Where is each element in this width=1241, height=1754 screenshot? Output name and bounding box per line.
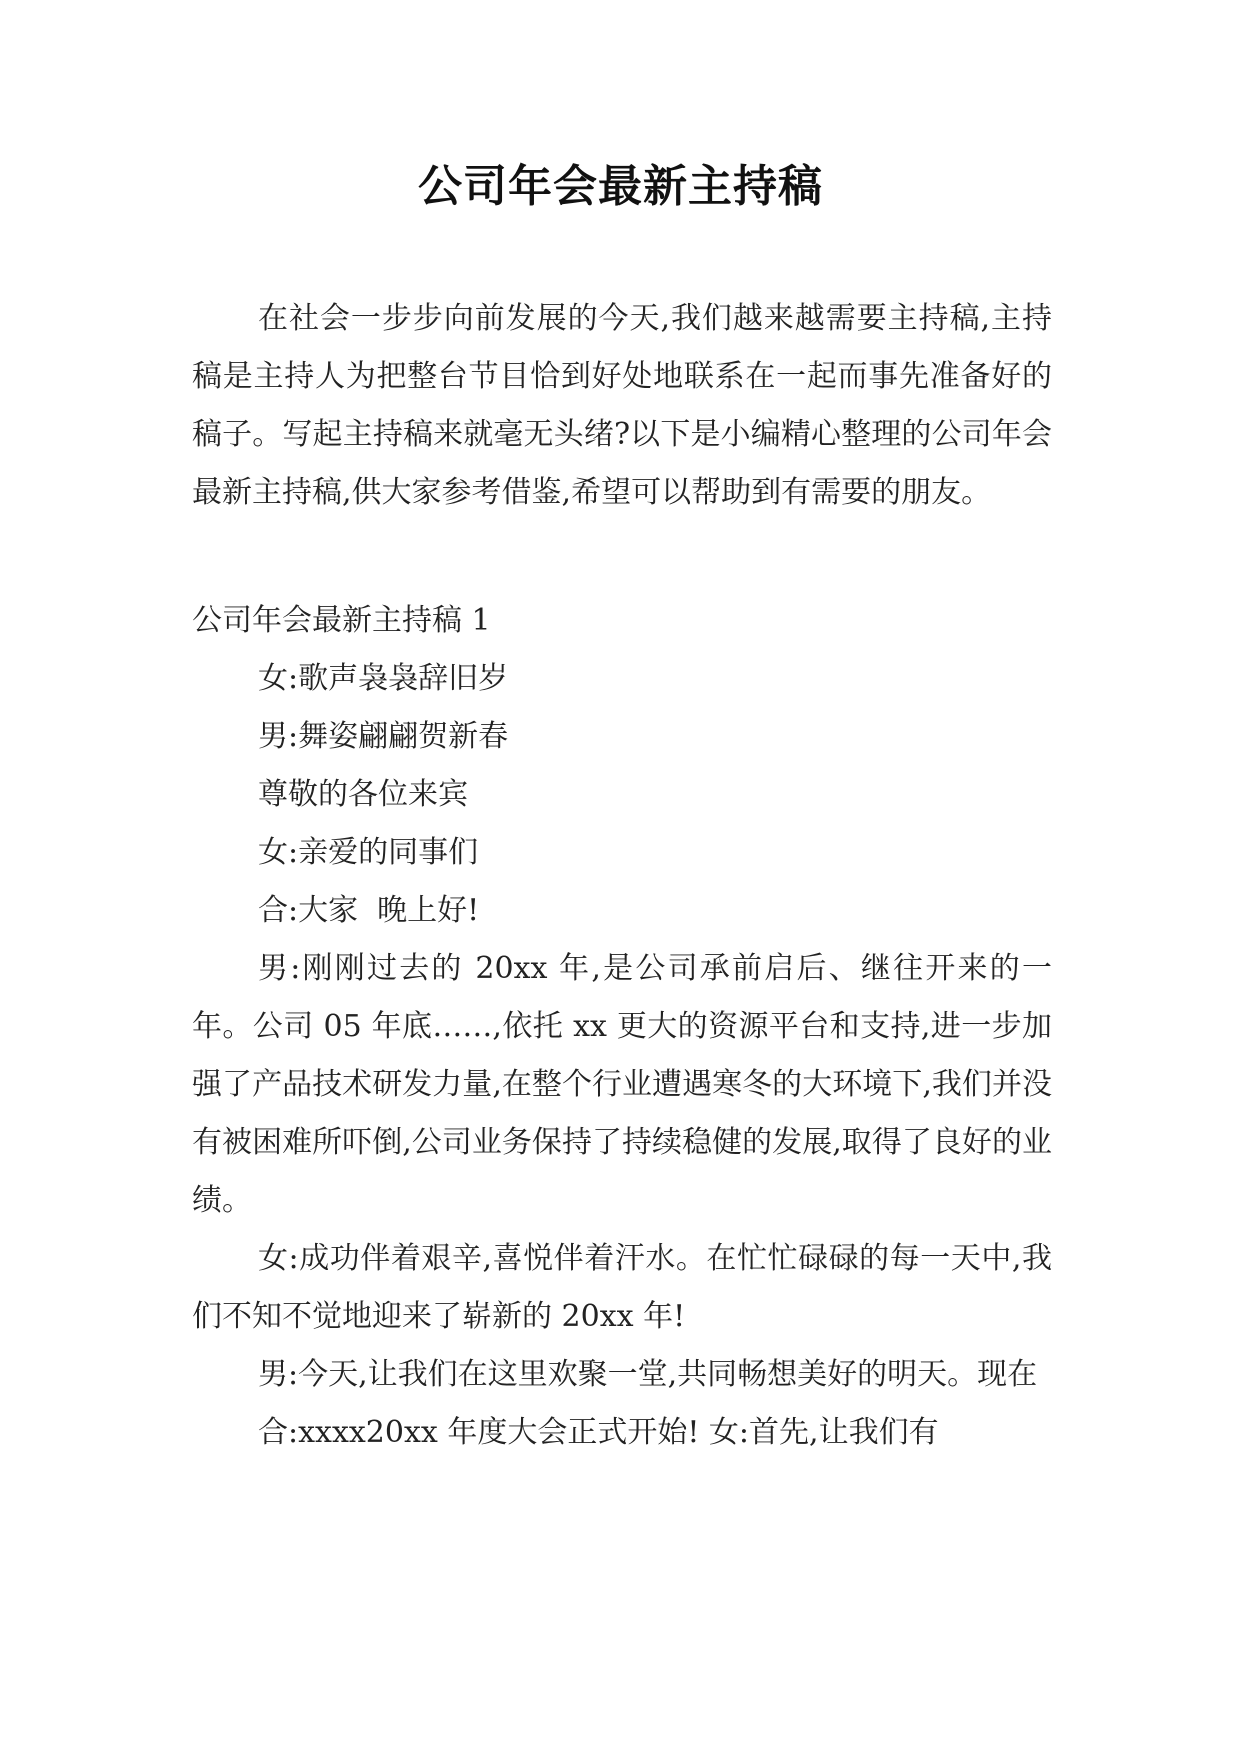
script-line: 合:xxxx20xx 年度大会正式开始! 女:首先,让我们有 xyxy=(258,1415,939,1450)
intro-paragraph: 在社会一步步向前发展的今天,我们越来越需要主持稿,主持稿是主持人为把整台节目恰到好处地联系在一起而事先准备好的稿子。写起主持稿来就毫无头绪?以下是小编精心整理的公司年会最新主持稿,供大家参考借鉴,希望可以帮助到有需要的朋友。 xyxy=(192,301,1052,510)
document-title: 公司年会最新主持稿 xyxy=(418,161,823,212)
script-line: 男:刚刚过去的 20xx 年,是公司承前启后、继往开来的一年。公司 05 年底……,依托 xx 更大的资源平台和支持,进一步加强了产品技术研发力量,在整个行业遭遇寒冬的大环境下,我们并没有被困难所吓倒,公司业务保持了持续稳健的发展,取得了良好的业绩。 xyxy=(192,951,1052,1218)
script-line: 男:今天,让我们在这里欢聚一堂,共同畅想美好的明天。现在 xyxy=(258,1357,1038,1392)
section-heading: 公司年会最新主持稿 1 xyxy=(192,603,491,638)
script-line: 男:舞姿翩翩贺新春 xyxy=(258,719,509,754)
script-line: 女:歌声袅袅辞旧岁 xyxy=(258,661,509,696)
script-line: 合:大家 晚上好! xyxy=(258,893,480,928)
script-line: 女:亲爱的同事们 xyxy=(258,835,479,870)
script-line: 尊敬的各位来宾 xyxy=(258,777,468,812)
document-body xyxy=(192,290,1052,1462)
script-line: 女:成功伴着艰辛,喜悦伴着汗水。在忙忙碌碌的每一天中,我们不知不觉地迎来了崭新的 20xx 年! xyxy=(192,1241,1052,1334)
